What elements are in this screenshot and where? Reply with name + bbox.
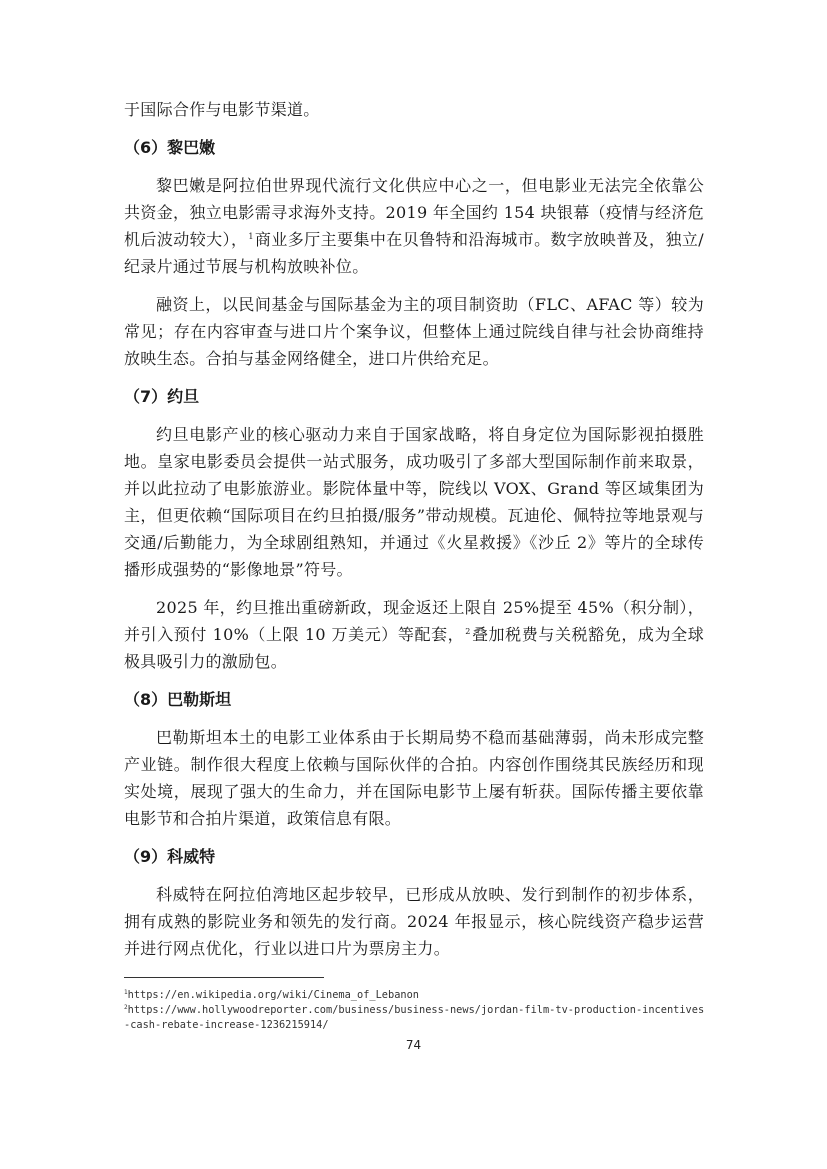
lebanon-paragraph-1 [124, 172, 704, 280]
intro-tail-paragraph: 于国际合作与电影节渠道。 [124, 100, 320, 119]
palestine-paragraph-1: 巴勒斯坦本土的电影工业体系由于长期局势不稳而基础薄弱，尚未形成完整产业链。制作很大程度上依赖与国际伙伴的合拍。内容创作围绕其民族经历和现实处境，展现了强大的生命力，并在国际电影节上屡有斩获。国际传播主要依靠电影节和合拍片渠道，政策信息有限。 [124, 728, 704, 828]
section-heading-palestine: （8）巴勒斯坦 [124, 690, 232, 709]
footnote-reference-2[interactable]: 2 [465, 627, 471, 636]
footnote-1 [124, 988, 706, 1003]
jordan-paragraph-2-text-a: 2025 年，约旦推出重磅新政，现金返还上限自 25%提至 45%（积分制），并引入预付 10%（上限 10 万美元）等配套， [124, 598, 704, 644]
section-heading-lebanon: （6）黎巴嫩 [124, 138, 216, 157]
lebanon-paragraph-1-text-b: 商业多厅主要集中在贝鲁特和沿海城市。数字放映普及，独立/纪录片通过节展与机构放映补位。 [124, 230, 704, 276]
jordan-paragraph-1: 约旦电影产业的核心驱动力来自于国家战略，将自身定位为国际影视拍摄胜地。皇家电影委员会提供一站式服务，成功吸引了多部大型国际制作前来取景，并以此拉动了电影旅游业。影院体量中等，院线以 VOX、Grand 等区域集团为主，但更依赖“国际项目在约旦拍摄/服务”带动规模。瓦迪伦、佩特拉等地景观与交通/后勤能力，为全球剧组熟知，并通过《火星救援》《沙丘 2》等片的全球传播形成强势的“影像地景”符号。 [124, 425, 704, 579]
section-heading-jordan: （7）约旦 [124, 387, 200, 406]
kuwait-paragraph-1: 科威特在阿拉伯湾地区起步较早，已形成从放映、发行到制作的初步体系，拥有成熟的影院业务和领先的发行商。2024 年报显示，核心院线资产稳步运营并进行网点优化，行业以进口片为票房主力。 [124, 885, 704, 958]
jordan-paragraph-2-text-b: 叠加税费与关税豁免，成为全球极具吸引力的激励包。 [124, 625, 704, 671]
lebanon-paragraph-2: 融资上，以民间基金与国际基金为主的项目制资助（FLC、AFAC 等）较为常见；存在内容审查与进口片个案争议，但整体上通过院线自律与社会协商维持放映生态。合拍与基金网络健全，进口片供给充足。 [124, 295, 704, 368]
footnotes [124, 988, 706, 1033]
lebanon-paragraph-1-text-a: 黎巴嫩是阿拉伯世界现代流行文化供应中心之一，但电影业无法完全依靠公共资金，独立电影需寻求海外支持。2019 年全国约 154 块银幕（疫情与经济危机后波动较大）， [124, 176, 704, 249]
footnote-mark-2: 2 [124, 1004, 128, 1011]
footnote-link-1[interactable]: https://en.wikipedia.org/wiki/Cinema_of_Lebanon [127, 989, 419, 1001]
footnote-2 [124, 1003, 706, 1033]
footnote-mark-1: 1 [124, 989, 128, 996]
footnote-reference-1[interactable]: 1 [248, 232, 254, 241]
main-content [124, 96, 704, 973]
footnote-divider [124, 977, 324, 978]
footnote-link-2[interactable]: https://www.hollywoodreporter.com/business/business-news/jordan-film-tv-production-incentives-cash-rebate-increase-1236215914/ [124, 1004, 705, 1031]
section-heading-kuwait: （9）科威特 [124, 847, 216, 866]
page-number: 74 [405, 1038, 422, 1052]
jordan-paragraph-2 [124, 594, 704, 675]
